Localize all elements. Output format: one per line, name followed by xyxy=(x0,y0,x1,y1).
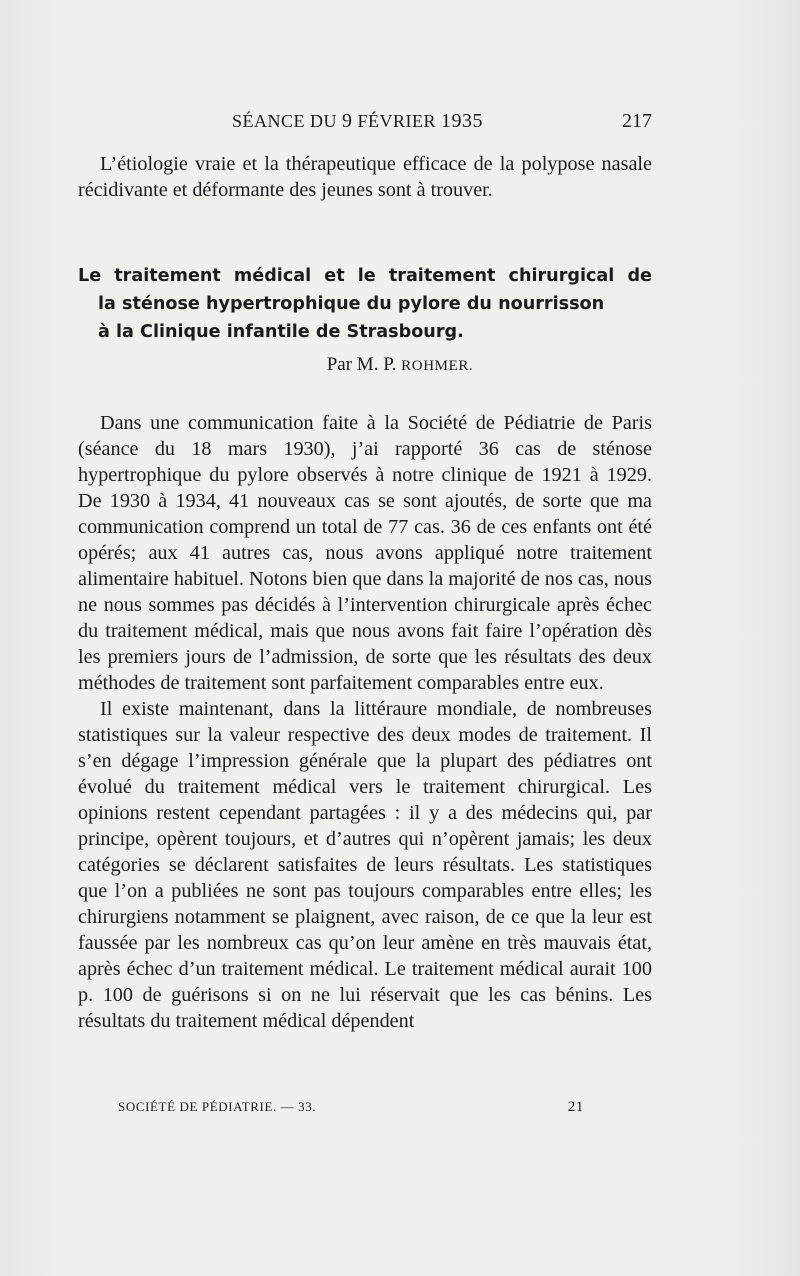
article-title-line-2: la sténose hypertrophique du pylore du nourrisson xyxy=(98,294,605,314)
intro-block xyxy=(78,151,652,203)
byline-prefix: Par M. P. xyxy=(326,354,397,375)
byline xyxy=(0,354,800,376)
article-body xyxy=(78,410,652,1034)
byline-author: ROHMER. xyxy=(401,358,474,374)
running-title-part1: SÉANCE DU xyxy=(232,111,338,131)
body-paragraph-1: Dans une communication faite à la Société de Pédiatrie de Paris (séance du 18 mars 1930), j’ai rapporté 36 cas de sténose hypertrophique du pylore observés à notre clinique de 1921 à 1929. De 1930 à 1934, 41 nouveaux cas se sont ajoutés, de sorte que ma communication comprend un total de 77 cas. 36 de ces enfants ont été opérés; aux 41 autres cas, nous avons appliqué notre traitement alimentaire habituel. Notons bien que dans la majorité de nos cas, nous ne nous sommes pas décidés à l’intervention chirurgicale après échec du traitement médical, mais que nous avons fait faire l’opération dès les premiers jours de l’admission, de sorte que les résultats des deux méthodes de traitement sont parfaitement comparables entre eux. xyxy=(78,412,652,694)
article-title xyxy=(78,262,652,346)
sheet-number: 21 xyxy=(567,1099,584,1115)
signature-mark: SOCIÉTÉ DE PÉDIATRIE. — 33. xyxy=(118,1099,317,1114)
running-title xyxy=(232,110,483,133)
running-title-day: 9 xyxy=(342,110,353,132)
intro-paragraph: L’étiologie vraie et la thérapeutique efficace de la polypose nasale récidivante et déformante des jeunes sont à trouver. xyxy=(78,153,652,201)
body-paragraph-2: Il existe maintenant, dans la littéraure mondiale, de nombreuses statistiques sur la valeur respective des deux modes de traitement. Il s’en dégage l’impression générale que la plupart des pédiatres ont évolué du traitement médical vers le traitement chirurgical. Les opinions restent cependant partagées : il y a des médecins qui, par principe, opèrent toujours, et d’autres qui n’opèrent jamais; les deux catégories se déclarent satisfaites de leurs résultats. Les statistiques que l’on a publiées ne sont pas toujours comparables entre elles; les chirurgiens notamment se plaignent, avec raison, de ce que la leur est faussée par les nombreux cas qu’on leur amène en très mauvais état, après échec d’un traitement médical. Le traitement médical aurait 100 p. 100 de guérisons si on ne lui réservait que les cas bénins. Les résultats du traitement médical dépendent xyxy=(78,698,652,1032)
page-footer xyxy=(118,1099,584,1119)
running-title-year: 1935 xyxy=(441,110,484,132)
article-title-line-1: Le traitement médical et le traitement chirurgical de xyxy=(78,266,652,286)
article-title-line-3: à la Clinique infantile de Strasbourg. xyxy=(98,322,464,342)
running-title-part2: FÉVRIER xyxy=(357,111,437,131)
running-head xyxy=(78,108,652,136)
page-number: 217 xyxy=(622,110,652,132)
